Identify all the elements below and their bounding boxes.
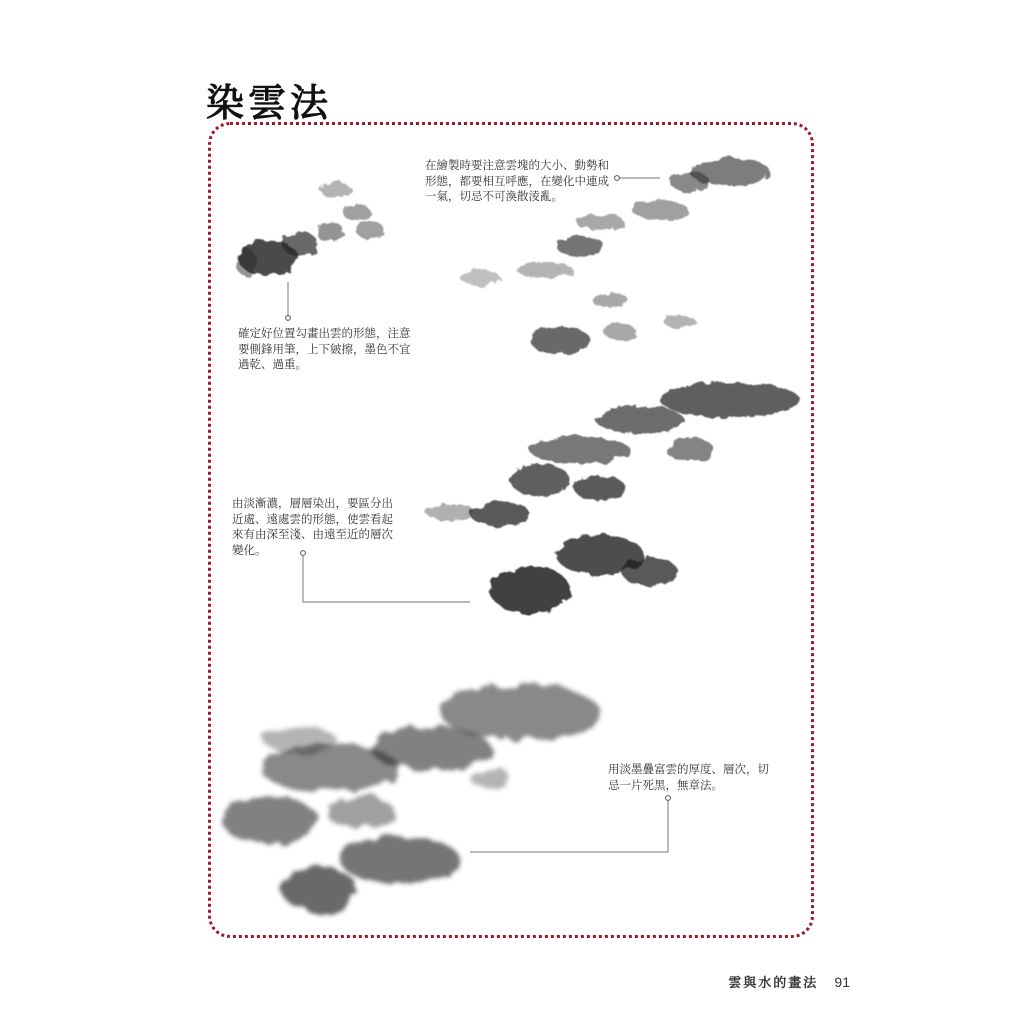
caption-top-left: [238, 326, 411, 373]
caption-line: 忌一片死黑，無章法。: [608, 777, 723, 792]
caption-line: 用淡墨疊富雲的厚度、層次，切: [608, 762, 769, 776]
book-title: 雲與水的畫法: [728, 976, 819, 991]
caption-line: 來有由深至淺、由遠至近的層次: [232, 527, 393, 541]
caption-line: 近處、遠處雲的形態，使雲看起: [232, 511, 393, 526]
caption-line: 要側鋒用筆，上下皴擦，墨色不宜: [238, 341, 411, 356]
caption-line: 在繪製時要注意雲塊的大小、動勢和: [425, 158, 609, 172]
cloud-layered: [426, 382, 800, 614]
caption-line: 形態，都要相互呼應，在變化中連成: [425, 173, 609, 188]
caption-line: 變化。: [232, 542, 267, 557]
cloud-sketch-1: [236, 183, 384, 276]
cloud-washed: [222, 684, 600, 912]
page-title: 染雲法: [206, 80, 333, 125]
caption-bottom-right: [608, 762, 769, 793]
caption-line: 由淡漸濃，層層染出，要區分出: [232, 496, 393, 510]
caption-line: 確定好位置勾畫出雲的形態，注意: [238, 326, 411, 340]
caption-middle-left: [232, 496, 393, 558]
caption-line: 一氣，切忌不可渙散淩亂。: [425, 189, 563, 203]
caption-line: 過乾、過重。: [238, 357, 307, 371]
caption-top-right: [425, 158, 609, 205]
page-number: 91: [834, 974, 850, 990]
page-footer: [728, 972, 850, 991]
